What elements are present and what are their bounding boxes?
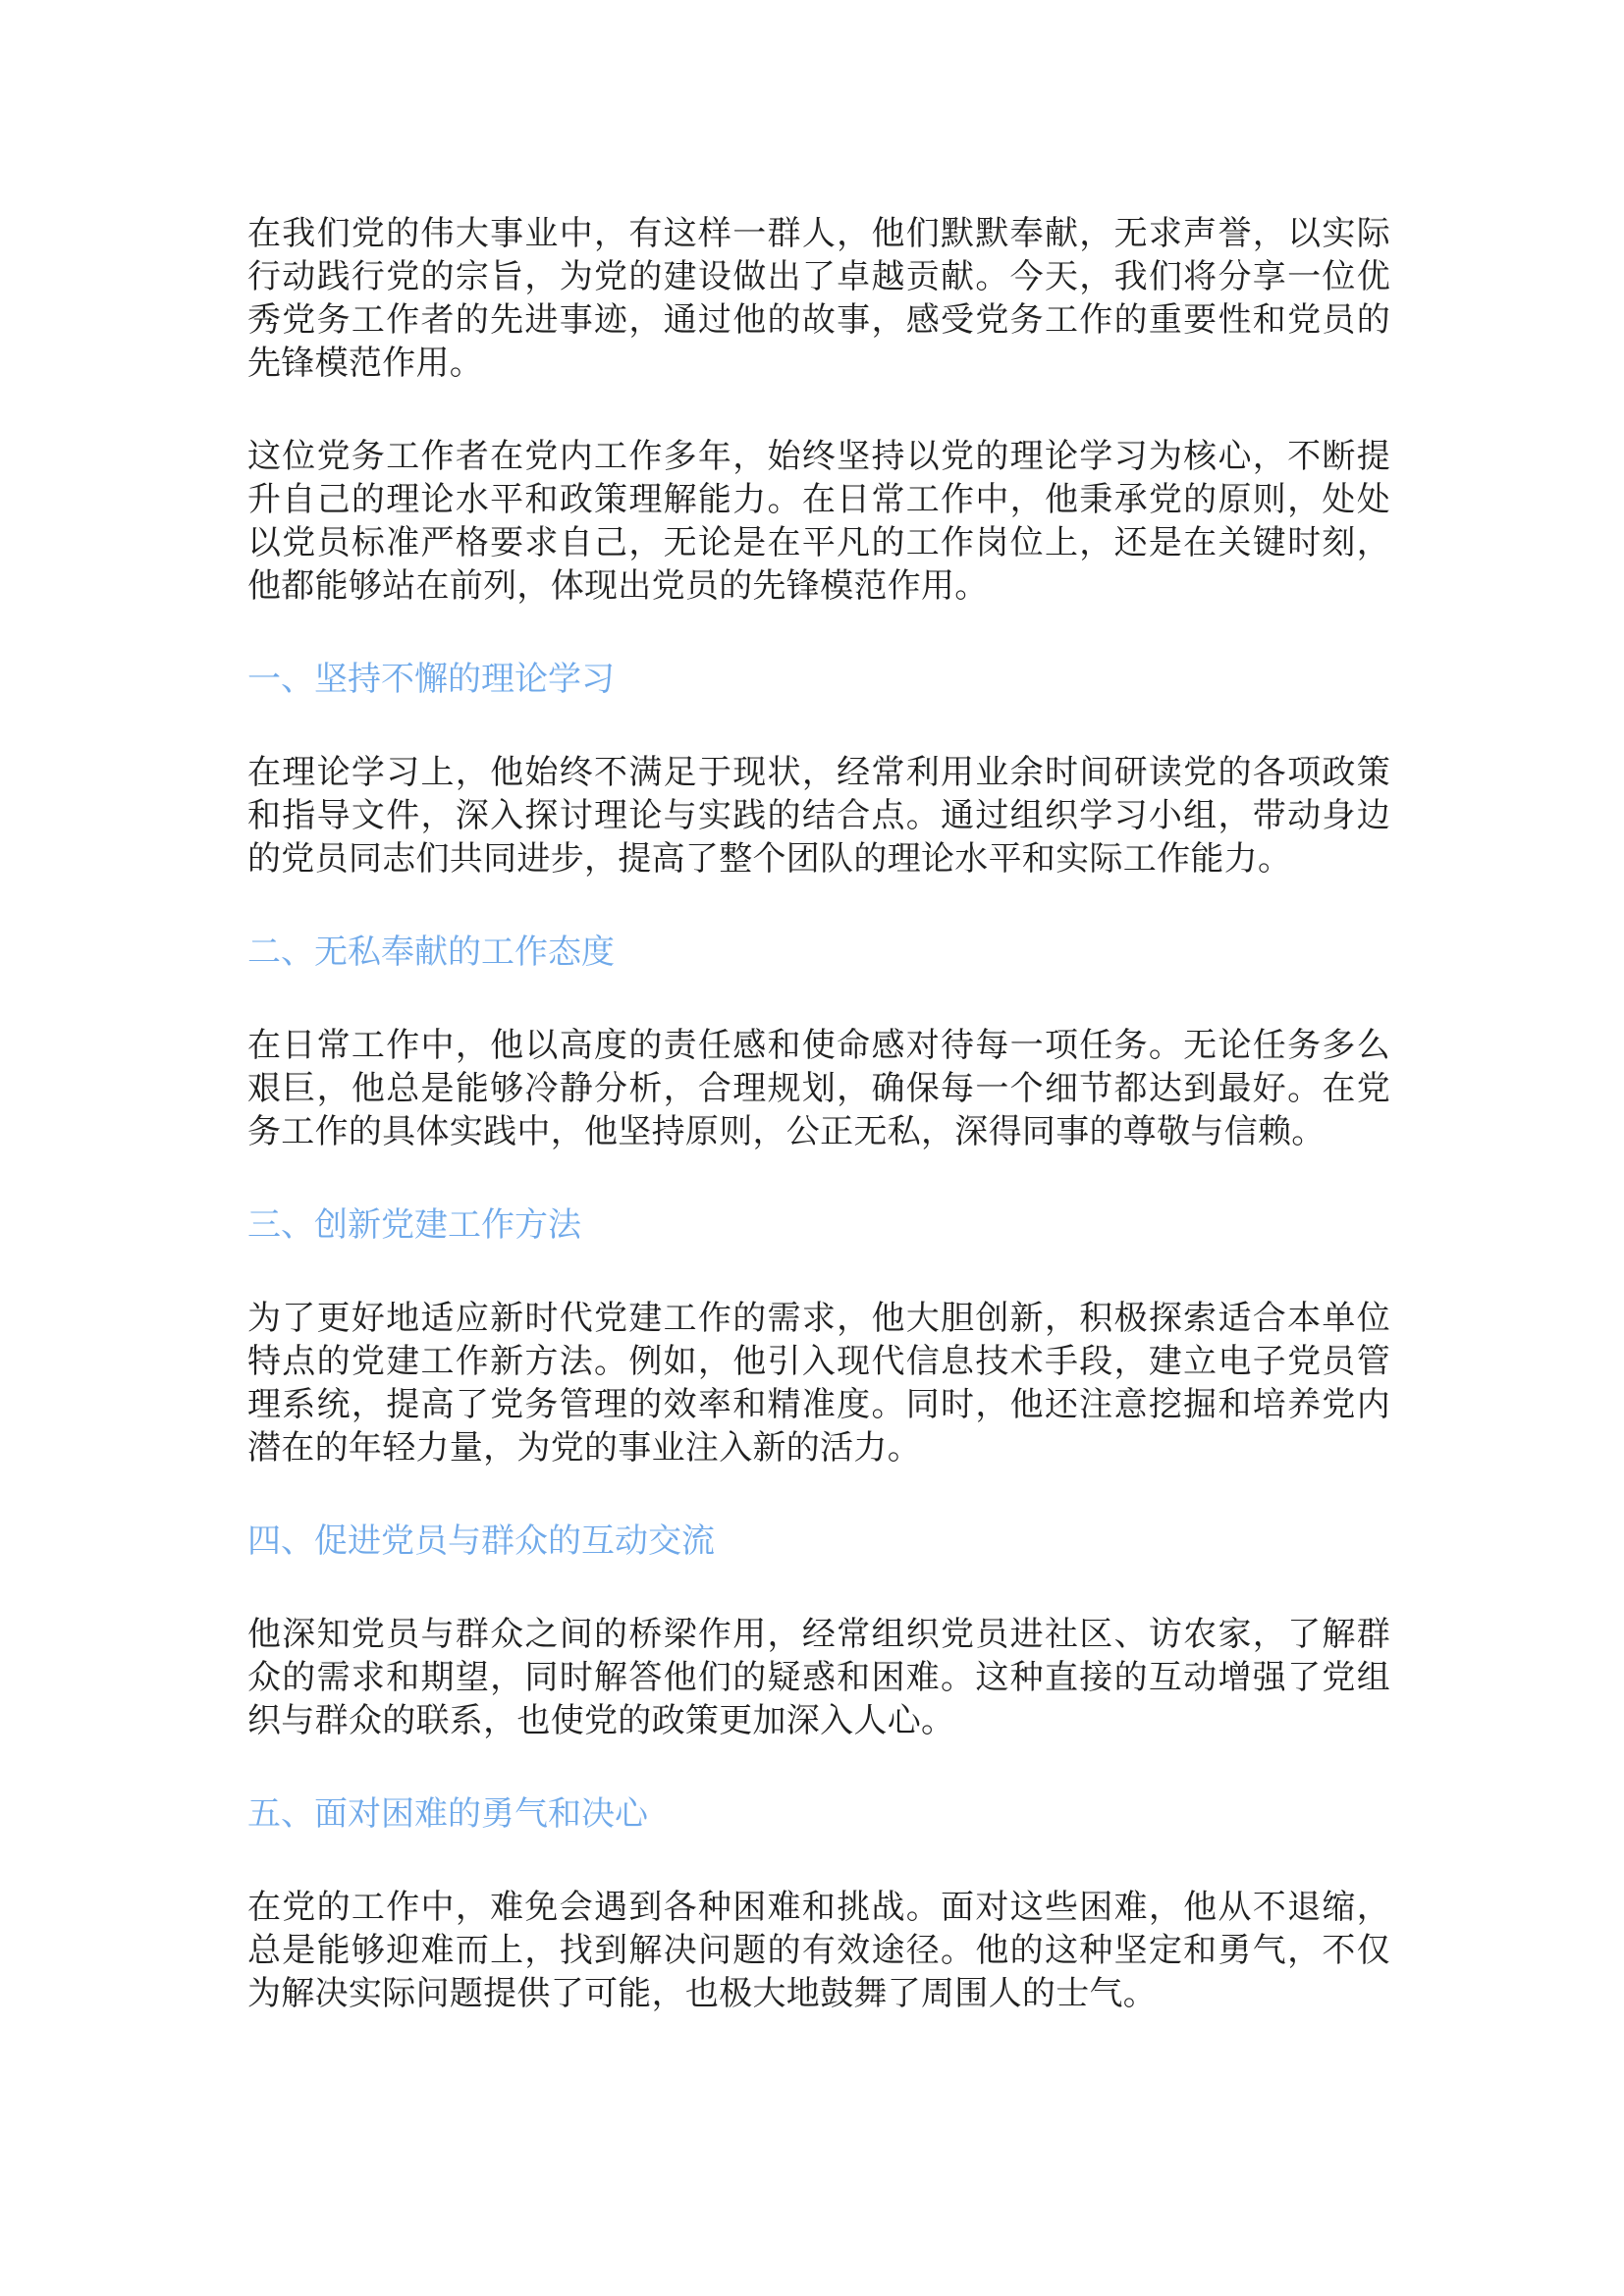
section-body-3: 为了更好地适应新时代党建工作的需求，他大胆创新，积极探索适合本单位特点的党建工作新方法。例如，他引入现代信息技术手段，建立电子党员管理系统，提高了党务管理的效率和精准度。同时，他还注意挖掘和培养党内潜在的年轻力量，为党的事业注入新的活力。 — [247, 1299, 1390, 1468]
section-heading-1: 一、坚持不懈的理论学习 — [247, 660, 615, 699]
section-heading-4: 四、促进党员与群众的互动交流 — [247, 1522, 715, 1561]
section-heading-5: 五、面对困难的勇气和决心 — [247, 1794, 648, 1834]
section-heading-2: 二、无私奉献的工作态度 — [247, 933, 615, 972]
section-body-4: 他深知党员与群众之间的桥梁作用，经常组织党员进社区、访农家，了解群众的需求和期望，同时解答他们的疑惑和困难。这种直接的互动增强了党组织与群众的联系，也使党的政策更加深入人心。 — [247, 1615, 1390, 1740]
section-body-1: 在理论学习上，他始终不满足于现状，经常利用业余时间研读党的各项政策和指导文件，深入探讨理论与实践的结合点。通过组织学习小组，带动身边的党员同志们共同进步，提高了整个团队的理论水平和实际工作能力。 — [247, 753, 1390, 879]
intro-paragraph-1: 在我们党的伟大事业中，有这样一群人，他们默默奉献，无求声誉，以实际行动践行党的宗旨，为党的建设做出了卓越贡献。今天，我们将分享一位优秀党务工作者的先进事迹，通过他的故事，感受党务工作的重要性和党员的先锋模范作用。 — [247, 214, 1390, 383]
section-body-2: 在日常工作中，他以高度的责任感和使命感对待每一项任务。无论任务多么艰巨，他总是能够冷静分析，合理规划，确保每一个细节都达到最好。在党务工作的具体实践中，他坚持原则，公正无私，深得同事的尊敬与信赖。 — [247, 1026, 1390, 1151]
intro-paragraph-2: 这位党务工作者在党内工作多年，始终坚持以党的理论学习为核心，不断提升自己的理论水平和政策理解能力。在日常工作中，他秉承党的原则，处处以党员标准严格要求自己，无论是在平凡的工作岗位上，还是在关键时刻，他都能够站在前列，体现出党员的先锋模范作用。 — [247, 437, 1390, 606]
document-page — [247, 212, 1390, 2015]
section-heading-3: 三、创新党建工作方法 — [247, 1205, 581, 1245]
section-body-5: 在党的工作中，难免会遇到各种困难和挑战。面对这些困难，他从不退缩，总是能够迎难而上，找到解决问题的有效途径。他的这种坚定和勇气，不仅为解决实际问题提供了可能，也极大地鼓舞了周围人的士气。 — [247, 1888, 1390, 2013]
